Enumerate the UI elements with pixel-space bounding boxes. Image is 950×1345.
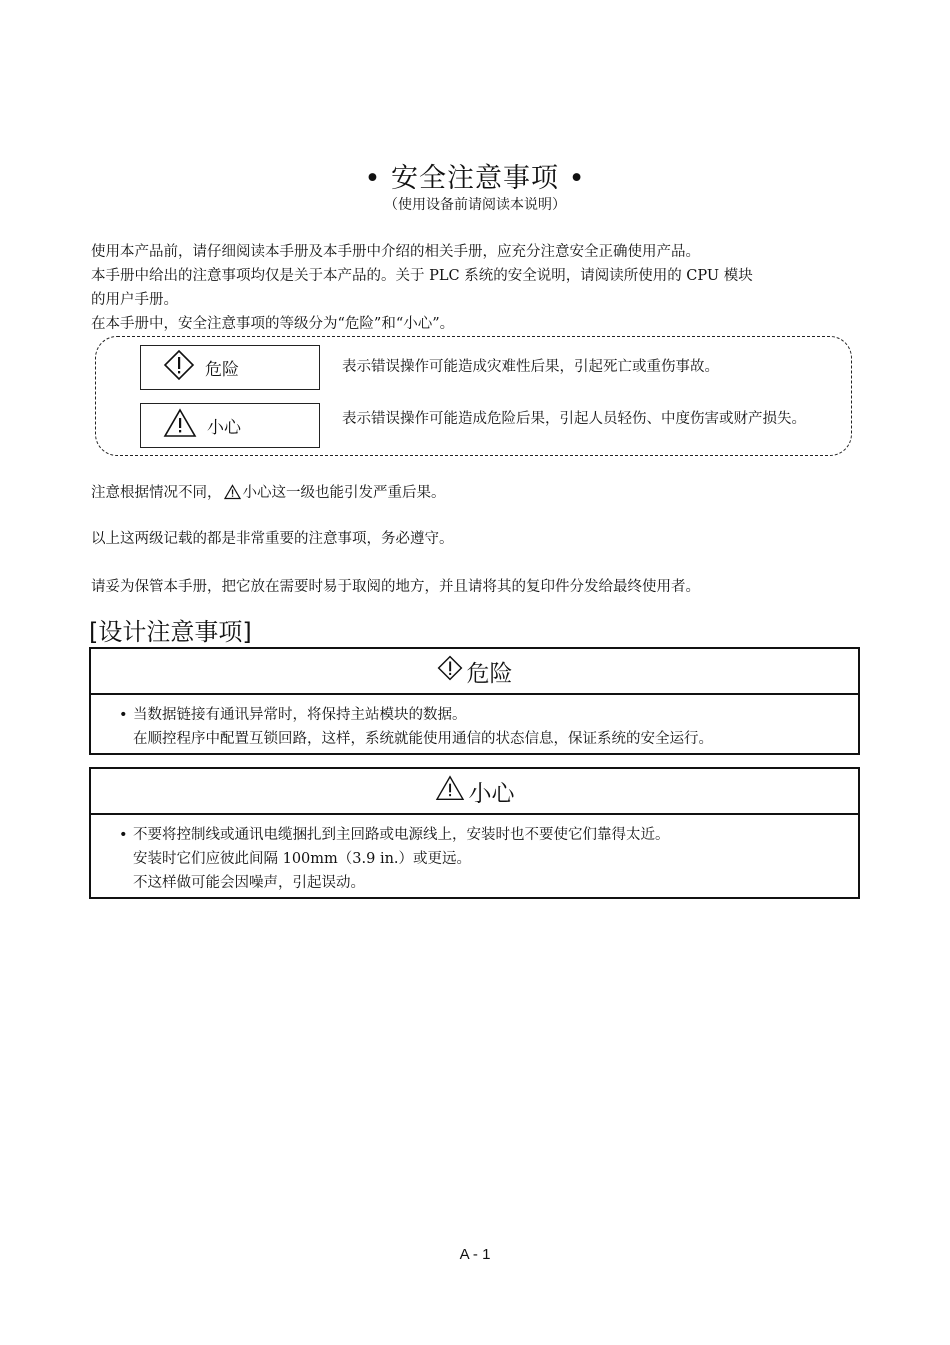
note-keep-manual: 请妥为保管本手册，把它放在需要时易于取阅的地方，并且请将其的复印件分发给最终使用者。 [91, 579, 700, 595]
danger-label-text: 危险 [205, 360, 239, 380]
page-subtitle: （使用设备前请阅读本说明） [384, 197, 566, 213]
list-item: • 当数据链接有通讯异常时，将保持主站模块的数据。 [119, 707, 467, 723]
list-item: • 不要将控制线或通讯电缆捆扎到主回路或电源线上，安装时也不要使它们靠得太近。 [119, 827, 670, 843]
safety-level-legend [95, 336, 852, 456]
triangle-exclamation-icon [224, 484, 241, 504]
caution-precaution-box [89, 767, 860, 899]
caution-level-description: 表示错误操作可能造成危险后果，引起人员轻伤、中度伤害或财产损失。 [342, 411, 806, 427]
intro-line: 使用本产品前，请仔细阅读本手册及本手册中介绍的相关手册，应充分注意安全正确使用产品。 [91, 244, 700, 260]
caution-box-header [91, 769, 858, 815]
triangle-exclamation-icon [435, 775, 469, 807]
caution-label-text: 小心 [207, 418, 241, 438]
caution-box-heading: 小心 [468, 780, 515, 807]
list-item-detail: 在顺控程序中配置互锁回路，这样，系统就能使用通信的状态信息，保证系统的安全运行。 [133, 731, 713, 747]
caution-box-body [91, 815, 858, 895]
section-title: [设计注意事项] [89, 618, 252, 646]
note-importance: 以上这两级记载的都是非常重要的注意事项，务必遵守。 [91, 531, 454, 547]
note-text: 小心这一级也能引发严重后果。 [242, 485, 446, 501]
danger-level-description: 表示错误操作可能造成灾难性后果，引起死亡或重伤事故。 [342, 359, 719, 375]
danger-box-heading: 危险 [466, 660, 513, 687]
intro-line: 的用户手册。 [91, 292, 178, 308]
danger-box-header [91, 649, 858, 695]
diamond-exclamation-icon [437, 655, 467, 687]
danger-level-label [140, 345, 320, 390]
danger-box-body [91, 695, 858, 751]
note-caution-severity [91, 481, 871, 504]
list-item-detail: 安装时它们应彼此间隔 100mm（3.9 in.）或更远。 [133, 851, 472, 867]
diamond-exclamation-icon [163, 349, 205, 386]
intro-paragraph [91, 240, 861, 336]
list-item-detail: 不这样做可能会因噪声，引起误动。 [133, 875, 365, 891]
caution-level-label [140, 403, 320, 448]
page-number: A - 1 [459, 1246, 491, 1263]
intro-line: 在本手册中，安全注意事项的等级分为“危险”和“小心”。 [91, 316, 455, 332]
danger-precaution-box [89, 647, 860, 755]
intro-line: 本手册中给出的注意事项均仅是关于本产品的。关于 PLC 系统的安全说明，请阅读所使用的 CPU 模块 [91, 268, 753, 284]
triangle-exclamation-icon [163, 408, 207, 443]
note-text: 注意根据情况不同， [91, 485, 222, 501]
page-title: • 安全注意事项 • [364, 163, 586, 194]
